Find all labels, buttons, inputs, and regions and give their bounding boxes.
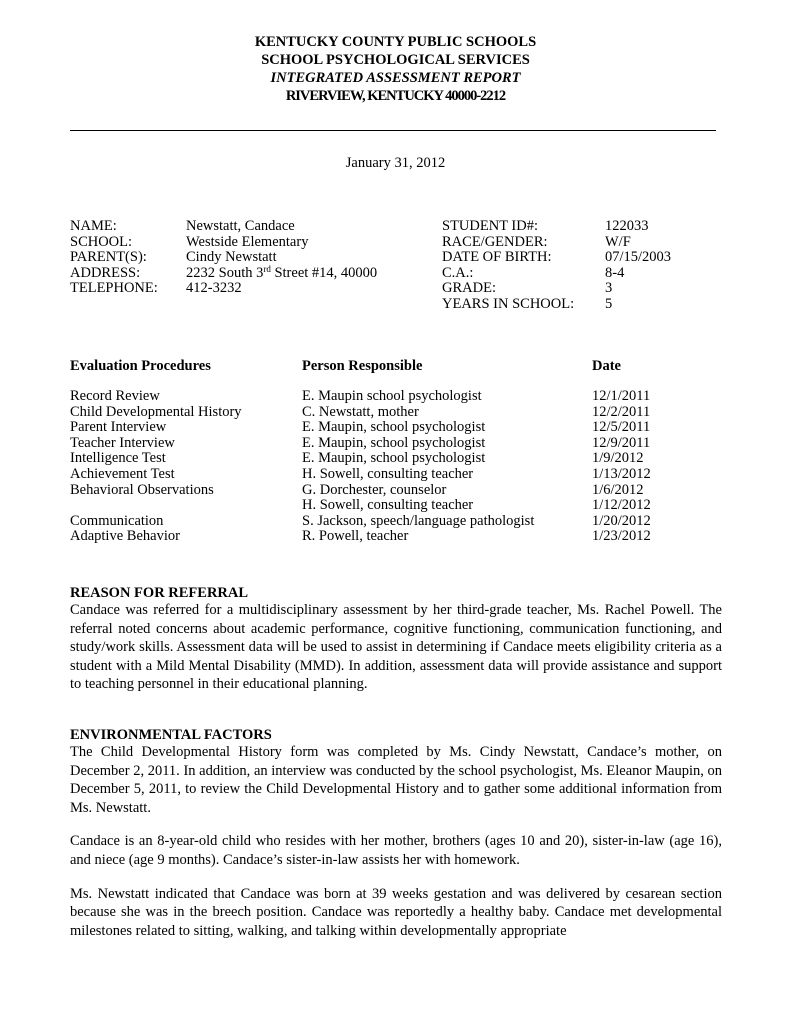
district-address: RIVERVIEW, KENTUCKY 40000-2212 xyxy=(285,88,506,104)
procedure-date: 12/5/2011 xyxy=(592,419,651,436)
school-label: SCHOOL: xyxy=(70,233,133,250)
info-row-school xyxy=(70,235,430,251)
report-title: INTEGRATED ASSESSMENT REPORT xyxy=(270,70,521,86)
info-row-telephone xyxy=(70,281,430,297)
procedure-person: H. Sowell, consulting teacher xyxy=(302,465,474,482)
procedure-name: Teacher Interview xyxy=(70,434,175,451)
info-row-dob xyxy=(442,250,722,266)
grade-label: GRADE: xyxy=(442,280,496,297)
info-row-ca xyxy=(442,266,722,282)
student-info-left xyxy=(70,219,430,297)
race-gender-value: W/F xyxy=(605,233,631,250)
procedure-name: Record Review xyxy=(70,388,160,404)
procedure-person: S. Jackson, speech/language pathologist xyxy=(302,512,535,529)
environmental-paragraph-2: Candace is an 8-year-old child who resides with her mother, brothers (ages 10 and 20), sister-in-law (age 16), and niece (age 9 months). Candace’s sister-in-law assists her with homework. xyxy=(70,833,722,868)
student-info-right xyxy=(442,219,722,313)
info-row-name xyxy=(70,219,430,235)
dob-value: 07/15/2003 xyxy=(605,249,672,266)
procedure-person: G. Dorchester, counselor xyxy=(302,481,447,498)
header-date: Date xyxy=(592,358,621,374)
procedure-row xyxy=(70,482,730,498)
reason-for-referral-section xyxy=(70,585,722,694)
procedure-name: Parent Interview xyxy=(70,419,167,436)
procedure-row xyxy=(70,513,730,529)
years-value: 5 xyxy=(605,295,613,312)
report-header xyxy=(0,33,791,105)
procedure-name: Intelligence Test xyxy=(70,450,166,467)
info-row-student-id xyxy=(442,219,722,235)
address-superscript: rd xyxy=(263,263,271,274)
student-id-value: 122033 xyxy=(605,218,649,234)
referral-heading: REASON FOR REFERRAL xyxy=(70,585,249,601)
environmental-paragraph-3: Ms. Newstatt indicated that Candace was born at 39 weeks gestation and was delivered by cesarean section because she was in the breech position. Candace was reportedly a healthy baby. Candace met developmental milestones related to sitting, walking, and talking within developmentally appropriate xyxy=(70,885,722,939)
parents-value: Cindy Newstatt xyxy=(186,249,277,266)
procedure-date: 1/9/2012 xyxy=(592,450,644,467)
department-name: SCHOOL PSYCHOLOGICAL SERVICES xyxy=(261,52,530,68)
race-gender-label: RACE/GENDER: xyxy=(442,233,548,250)
procedure-row xyxy=(70,466,730,482)
procedure-row xyxy=(70,388,730,404)
telephone-value: 412-3232 xyxy=(186,280,242,297)
procedure-person: E. Maupin, school psychologist xyxy=(302,434,486,451)
procedure-person: C. Newstatt, mother xyxy=(302,403,419,420)
years-label: YEARS IN SCHOOL: xyxy=(442,295,575,312)
address-part-1: 2232 South 3 xyxy=(186,264,264,281)
address-label: ADDRESS: xyxy=(70,264,141,281)
procedure-date: 12/2/2011 xyxy=(592,403,651,420)
procedure-person: E. Maupin, school psychologist xyxy=(302,450,486,467)
procedure-person: E. Maupin school psychologist xyxy=(302,388,482,404)
info-row-address xyxy=(70,263,430,282)
telephone-label: TELEPHONE: xyxy=(70,280,158,297)
header-divider xyxy=(70,130,716,131)
address-value xyxy=(186,263,378,282)
info-row-race-gender xyxy=(442,235,722,251)
environmental-paragraph-1: The Child Developmental History form was completed by Ms. Cindy Newstatt, Candace’s mother, on December 2, 2011. In addition, an interview was conducted by the school psychologist, Ms. Eleanor Maupin, on December 5, 2011, to review the Child Developmental History and to gather some additional information from Ms. Newstatt. xyxy=(70,744,722,816)
ca-value: 8-4 xyxy=(605,264,625,281)
parents-label: PARENT(S): xyxy=(70,249,147,266)
environmental-heading: ENVIRONMENTAL FACTORS xyxy=(70,727,272,743)
procedure-row xyxy=(70,528,730,544)
header-procedures: Evaluation Procedures xyxy=(70,358,211,374)
procedure-name: Communication xyxy=(70,512,164,529)
procedure-name: Child Developmental History xyxy=(70,403,242,420)
referral-text: Candace was referred for a multidisciplinary assessment by her third-grade teacher, Ms. Rachel Powell. The referral noted concerns about academic performance, cognitive functioning, communication functioning, and study/work skills. Assessment data will be used to assist in determining if Candace meets eligibility criteria as a student with a Mild Mental Disability (MMD). In addition, assessment data will provide assistance and support to teaching personnel in their educational planning. xyxy=(70,602,722,693)
procedure-row xyxy=(70,419,730,435)
name-value: Newstatt, Candace xyxy=(186,218,295,234)
procedure-name: Adaptive Behavior xyxy=(70,528,180,545)
dob-label: DATE OF BIRTH: xyxy=(442,249,552,266)
evaluation-procedures-table xyxy=(70,358,730,544)
procedure-date: 1/13/2012 xyxy=(592,465,651,482)
info-row-parents xyxy=(70,250,430,266)
name-label: NAME: xyxy=(70,218,117,234)
grade-value: 3 xyxy=(605,280,613,297)
address-part-2: Street #14, 40000 xyxy=(270,264,378,281)
header-person: Person Responsible xyxy=(302,358,423,374)
procedure-date: 12/9/2011 xyxy=(592,434,651,451)
procedure-row xyxy=(70,450,730,466)
report-date: January 31, 2012 xyxy=(345,155,446,171)
environmental-factors-section xyxy=(70,727,722,940)
procedure-date: 1/20/2012 xyxy=(592,512,651,529)
district-name: KENTUCKY COUNTY PUBLIC SCHOOLS xyxy=(254,34,537,50)
procedure-row xyxy=(70,404,730,420)
info-row-years xyxy=(442,297,722,313)
procedures-header-row xyxy=(70,358,730,374)
student-id-label: STUDENT ID#: xyxy=(442,218,538,234)
procedure-name: Achievement Test xyxy=(70,465,175,482)
procedure-row xyxy=(70,497,730,513)
procedure-person: R. Powell, teacher xyxy=(302,528,409,545)
procedure-date: 1/12/2012 xyxy=(592,497,651,514)
info-row-grade xyxy=(442,281,722,297)
procedure-name: Behavioral Observations xyxy=(70,481,214,498)
procedure-person: H. Sowell, consulting teacher xyxy=(302,497,474,514)
procedure-date: 12/1/2011 xyxy=(592,388,651,404)
procedures-rows xyxy=(70,388,730,544)
procedure-person: E. Maupin, school psychologist xyxy=(302,419,486,436)
procedure-date: 1/23/2012 xyxy=(592,528,651,545)
ca-label: C.A.: xyxy=(442,264,474,281)
procedure-row xyxy=(70,435,730,451)
school-value: Westside Elementary xyxy=(186,233,309,250)
procedure-date: 1/6/2012 xyxy=(592,481,644,498)
